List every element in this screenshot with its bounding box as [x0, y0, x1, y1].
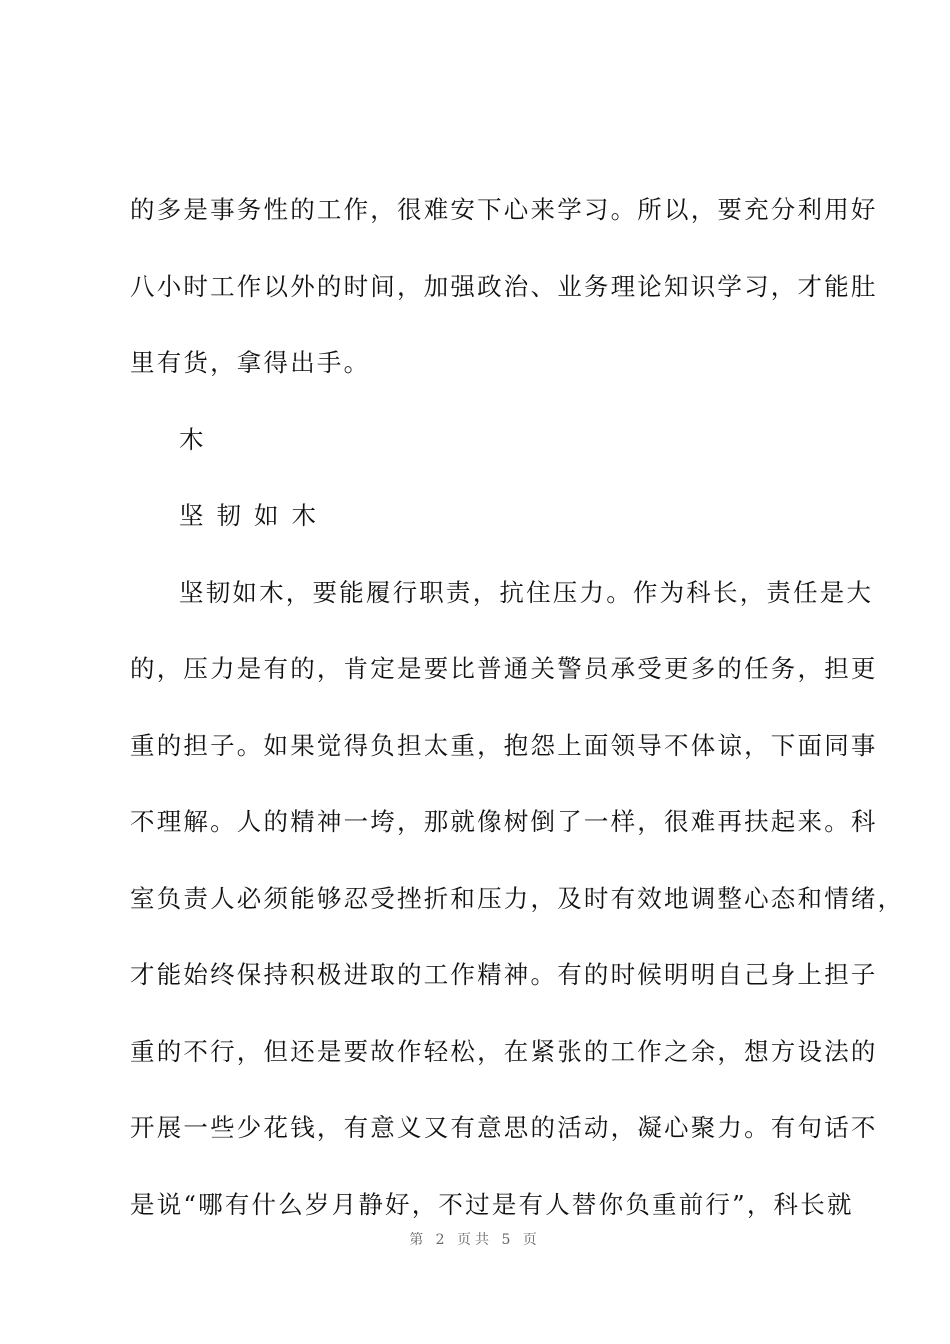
section-symbol: 木: [179, 424, 206, 454]
text-line: 重的担子。如果觉得负担太重，抱怨上面领导不体谅，下面同事: [130, 730, 878, 760]
text-line: 是说“哪有什么岁月静好，不过是有人替你负重前行”，科长就: [130, 1189, 854, 1219]
text-line: 室负责人必须能够忍受挫折和压力，及时有效地调整心态和情绪，: [130, 883, 905, 913]
text-line: 的，压力是有的，肯定是要比普通关警员承受更多的任务，担更: [130, 654, 878, 683]
text-line: 重的不行，但还是要故作轻松，在紧张的工作之余，想方设法的: [130, 1036, 878, 1066]
text-line: 八小时工作以外的时间，加强政治、业务理论知识学习，才能肚: [130, 271, 878, 301]
document-body: [130, 172, 905, 1243]
text-line: 才能始终保持积极进取的工作精神。有的时候明明自己身上担子: [130, 960, 878, 989]
text-line: 的多是事务性的工作，很难安下心来学习。所以，要充分利用好: [130, 195, 878, 224]
page-number-footer: 第 2 页共 5 页: [409, 1232, 541, 1248]
text-line: 里有货，拿得出手。: [130, 348, 371, 377]
text-line: 不理解。人的精神一垮，那就像树倒了一样，很难再扶起来。科: [130, 807, 878, 836]
text-line: 坚韧如木，要能履行职责，抗住压力。作为科长，责任是大: [179, 577, 874, 607]
text-line: 开展一些少花钱，有意义又有意思的活动，凝心聚力。有句话不: [130, 1113, 878, 1142]
section-heading: 坚韧如木: [179, 501, 329, 530]
